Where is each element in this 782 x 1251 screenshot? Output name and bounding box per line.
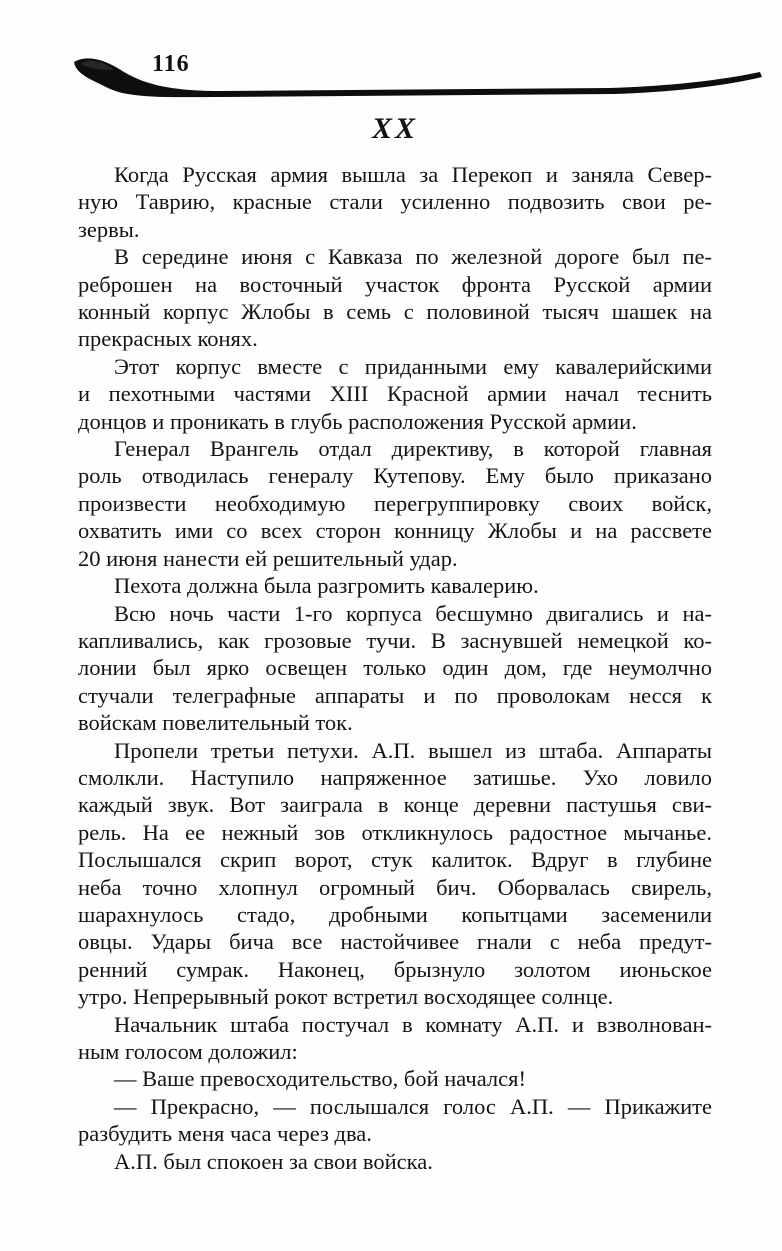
text-line: произвести необходимую перегруппировку своих войск, <box>78 490 712 516</box>
text-line: капливались, как грозовые тучи. В заснувшей немецкой ко- <box>78 627 712 653</box>
text-line: овцы. Удары бича все настойчивее гнали с неба предут- <box>78 929 712 955</box>
paragraph <box>78 435 712 572</box>
text-line: Начальник штаба постучал в комнату А.П. и взволнован- <box>114 1011 712 1037</box>
text-line: лонии был ярко освещен только один дом, где неумолчно <box>78 655 712 681</box>
text-line: Этот корпус вместе с приданными ему кавалерийскими <box>114 353 712 379</box>
page-number: 116 <box>152 51 190 77</box>
text-line: охватить ими со всех сторон конницу Жлобы и на рассвете <box>78 518 712 544</box>
text-line: ренний сумрак. Наконец, брызнуло золотом июньское <box>78 956 712 982</box>
text-line: ным голосом доложил: <box>78 1039 298 1064</box>
text-line: Пехота должна была разгромить кавалерию. <box>114 573 539 599</box>
text-line: Всю ночь части 1-го корпуса бесшумно двигались и на- <box>114 600 712 626</box>
text-line: войскам повелительный ток. <box>78 710 353 736</box>
text-line: разбудить меня часа через два. <box>78 1121 372 1147</box>
text-line: Когда Русская армия вышла за Перекоп и заняла Север- <box>114 162 712 187</box>
text-line: — Ваше превосходительство, бой начался! <box>114 1066 526 1092</box>
paragraph <box>78 243 712 353</box>
text-line: ную Таврию, красные стали усиленно подвозить свои ре- <box>78 189 712 215</box>
text-line: реброшен на восточный участок фронта Русской армии <box>78 271 712 297</box>
text-line: каждый звук. Вот заиграла в конце деревни пастушья сви- <box>78 792 712 818</box>
text-line: Генерал Врангель отдал директиву, в которой главная <box>114 436 712 462</box>
text-line: неба точно хлопнул огромный бич. Оборвалась свирель, <box>78 874 712 900</box>
text-line: рель. На ее нежный зов откликнулось радостное мычанье. <box>78 819 712 845</box>
text-line: конный корпус Жлобы в семь с половиной тысяч шашек на <box>78 299 712 325</box>
paragraph <box>78 600 712 737</box>
paragraph <box>78 353 712 435</box>
paragraph <box>78 161 712 243</box>
paragraph <box>78 1065 712 1092</box>
text-line: 20 июня нанести ей решительный удар. <box>78 545 458 571</box>
text-block <box>78 161 712 1175</box>
text-line: зервы. <box>78 216 140 242</box>
text-line: донцов и проникать в глубь расположения Русской армии. <box>78 408 637 434</box>
text-line: — Прекрасно, — послышался голос А.П. — Прикажите <box>114 1093 712 1119</box>
text-line: и пехотными частями XIII Красной армии начал теснить <box>78 381 712 407</box>
text-line: Пропели третьи петухи. А.П. вышел из штаба. Аппараты <box>114 737 712 763</box>
text-line: Послышался скрип ворот, стук калиток. Вдруг в глубине <box>78 847 712 873</box>
text-line: роль отводилась генералу Кутепову. Ему было приказано <box>78 463 712 489</box>
text-line: шарахнулось стадо, дробными копытцами засеменили <box>78 901 712 927</box>
text-line: А.П. был спокоен за свои войска. <box>114 1148 433 1174</box>
paragraph <box>78 1011 712 1066</box>
paragraph <box>78 572 712 599</box>
chapter-heading: XX <box>371 112 419 145</box>
text-line: утро. Непрерывный рокот встретил восходящее солнце. <box>78 984 614 1010</box>
text-line: стучали телеграфные аппараты и по проволокам несся к <box>78 682 712 708</box>
text-line: смолкли. Наступило напряженное затишье. Ухо ловило <box>78 764 712 790</box>
paragraph <box>78 1148 712 1175</box>
paragraph <box>78 737 712 1011</box>
text-line: прекрасных конях. <box>78 326 258 352</box>
text-line: В середине июня с Кавказа по железной дороге был пе- <box>114 244 712 270</box>
paragraph <box>78 1093 712 1148</box>
